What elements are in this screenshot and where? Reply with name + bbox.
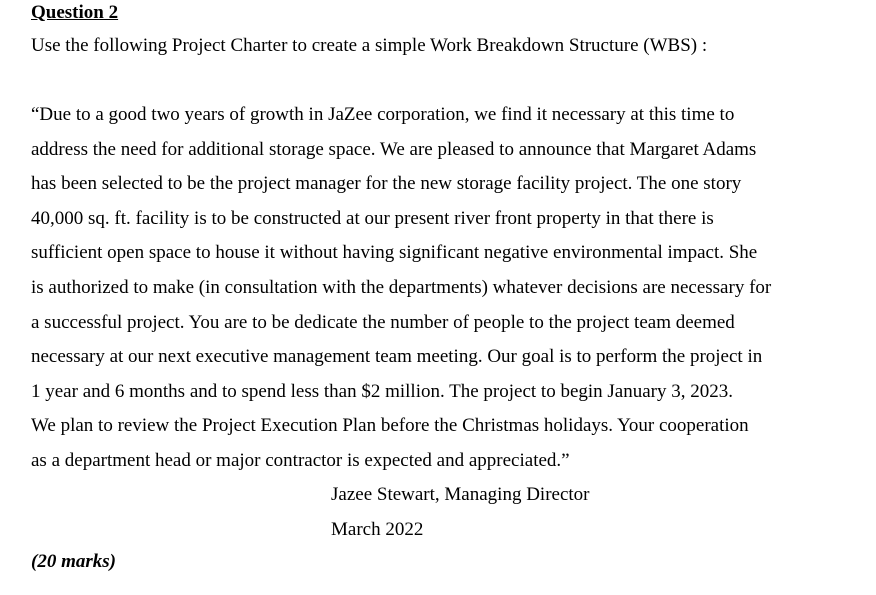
- question-title: Question 2: [31, 2, 119, 23]
- signature-date: March 2022: [331, 518, 424, 540]
- charter-line: is authorized to make (in consultation with the departments) whatever decisions are necessary for: [31, 276, 772, 298]
- charter-line: 40,000 sq. ft. facility is to be constructed at our present river front property in that there is: [31, 207, 714, 229]
- charter-line: We plan to review the Project Execution Plan before the Christmas holidays. Your cooperation: [31, 415, 749, 437]
- charter-line: has been selected to be the project manager for the new storage facility project. The one story: [31, 173, 742, 195]
- charter-line: sufficient open space to house it without having significant negative environmental impact. She: [31, 242, 758, 264]
- charter-line: 1 year and 6 months and to spend less than $2 million. The project to begin January 3, 2023.: [31, 380, 733, 402]
- marks-label: (20 marks): [31, 551, 116, 572]
- charter-line: necessary at our next executive management team meeting. Our goal is to perform the project in: [31, 346, 763, 368]
- signature-name: Jazee Stewart, Managing Director: [331, 484, 590, 505]
- question-instruction: Use the following Project Charter to create a simple Work Breakdown Structure (WBS) :: [31, 35, 708, 56]
- project-charter-quote: [31, 98, 861, 479]
- charter-line: address the need for additional storage space. We are pleased to announce that Margaret Adams: [31, 138, 757, 160]
- charter-signature-block: [331, 478, 590, 547]
- charter-line: a successful project. You are to be dedicate the number of people to the project team deemed: [31, 311, 735, 333]
- charter-line: as a department head or major contractor is expected and appreciated.”: [31, 449, 570, 471]
- charter-line: “Due to a good two years of growth in JaZee corporation, we find it necessary at this time to: [31, 104, 735, 125]
